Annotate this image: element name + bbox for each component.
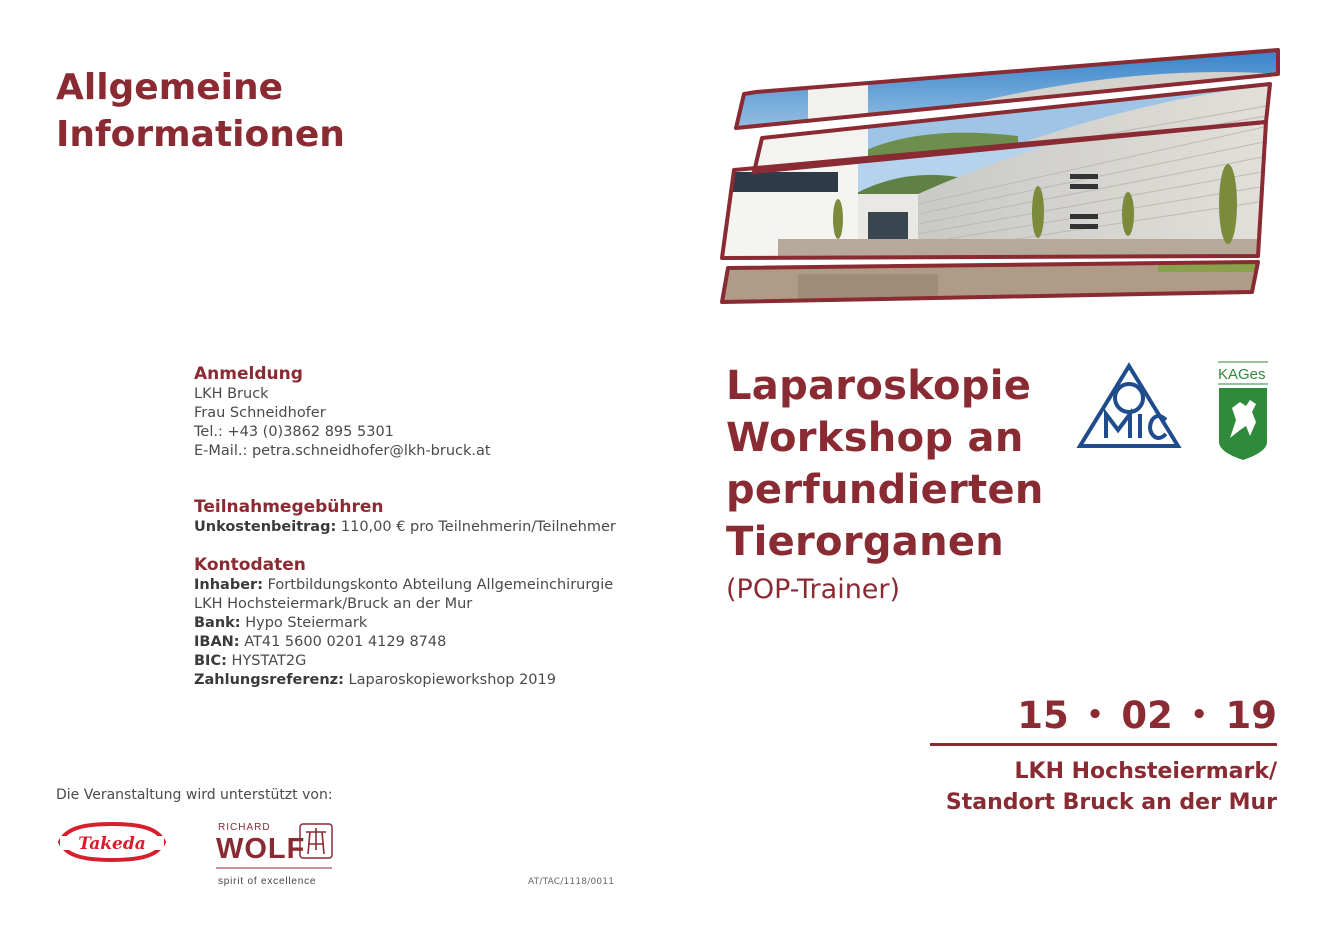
- account-section: [194, 555, 613, 690]
- sponsor-note: Die Veranstaltung wird unterstützt von:: [56, 787, 333, 803]
- account-reference-label: Zahlungsreferenz:: [194, 672, 344, 688]
- takeda-wordmark: Takeda: [78, 834, 146, 854]
- registration-line: Tel.: +43 (0)3862 895 5301: [194, 424, 394, 440]
- date-separator: •: [1086, 700, 1104, 730]
- title-line3: perfundierten: [726, 467, 1044, 513]
- date-divider: [930, 743, 1277, 746]
- date-year: 19: [1225, 694, 1277, 737]
- account-bic: [194, 652, 613, 671]
- event-date: [1017, 694, 1277, 737]
- title-line1: Laparoskopie: [726, 363, 1032, 409]
- fees-line: [194, 518, 616, 537]
- general-info-heading: [56, 64, 345, 158]
- general-info-heading-line2: Informationen: [56, 114, 345, 155]
- date-separator: •: [1190, 700, 1208, 730]
- wolf-top-text: RICHARD: [218, 822, 271, 833]
- venue-line1: LKH Hochsteiermark/: [1014, 759, 1277, 784]
- amic-text: AMIC: [1129, 372, 1132, 373]
- account-owner-cont: LKH Hochsteiermark/Bruck an der Mur: [194, 596, 473, 612]
- general-info-heading-line1: Allgemeine: [56, 67, 284, 108]
- fees-value: 110,00 € pro Teilnehmerin/Teilnehmer: [336, 519, 616, 535]
- date-month: 02: [1121, 694, 1173, 737]
- richard-wolf-logo: [216, 820, 336, 890]
- venue-line2: Standort Bruck an der Mur: [945, 790, 1277, 815]
- account-iban: [194, 633, 613, 652]
- kages-logo: [1216, 360, 1270, 462]
- amic-logo: [1076, 362, 1182, 450]
- account-bank: [194, 614, 613, 633]
- date-day: 15: [1017, 694, 1069, 737]
- fees-section: [194, 497, 616, 537]
- takeda-logo: [56, 822, 168, 862]
- registration-line: LKH Bruck: [194, 386, 269, 402]
- document-code: AT/TAC/1118/0011: [528, 877, 615, 887]
- account-bic-value: HYSTAT2G: [226, 653, 307, 669]
- kages-text: KAGes: [1218, 366, 1266, 383]
- account-iban-label: IBAN:: [194, 634, 240, 650]
- registration-email: E-Mail.: petra.schneidhofer@lkh-bruck.at: [194, 443, 491, 459]
- account-reference: [194, 671, 613, 690]
- account-bic-label: BIC:: [194, 653, 227, 669]
- wolf-wordmark: WOLF: [216, 833, 306, 865]
- building-photo: [718, 44, 1284, 306]
- title-line2: Workshop an: [726, 415, 1024, 461]
- registration-heading: Anmeldung: [194, 364, 303, 384]
- registration-section: [194, 364, 491, 461]
- title-line4: Tierorganen: [726, 519, 1005, 565]
- account-owner-value: Fortbildungskonto Abteilung Allgemeinchirurgie: [263, 577, 614, 593]
- account-reference-value: Laparoskopieworkshop 2019: [343, 672, 556, 688]
- event-subtitle: (POP-Trainer): [726, 574, 901, 605]
- event-title: [726, 360, 1066, 605]
- account-bank-value: Hypo Steiermark: [240, 615, 368, 631]
- account-owner-label: Inhaber:: [194, 577, 263, 593]
- event-venue: [946, 756, 1277, 818]
- registration-line: Frau Schneidhofer: [194, 405, 326, 421]
- account-bank-label: Bank:: [194, 615, 241, 631]
- account-heading: Kontodaten: [194, 555, 306, 575]
- fees-label: Unkostenbeitrag:: [194, 519, 337, 535]
- account-owner: [194, 576, 613, 595]
- fees-heading: Teilnahmegebühren: [194, 497, 384, 517]
- wolf-tagline: spirit of excellence: [218, 876, 317, 887]
- account-iban-value: AT41 5600 0201 4129 8748: [239, 634, 447, 650]
